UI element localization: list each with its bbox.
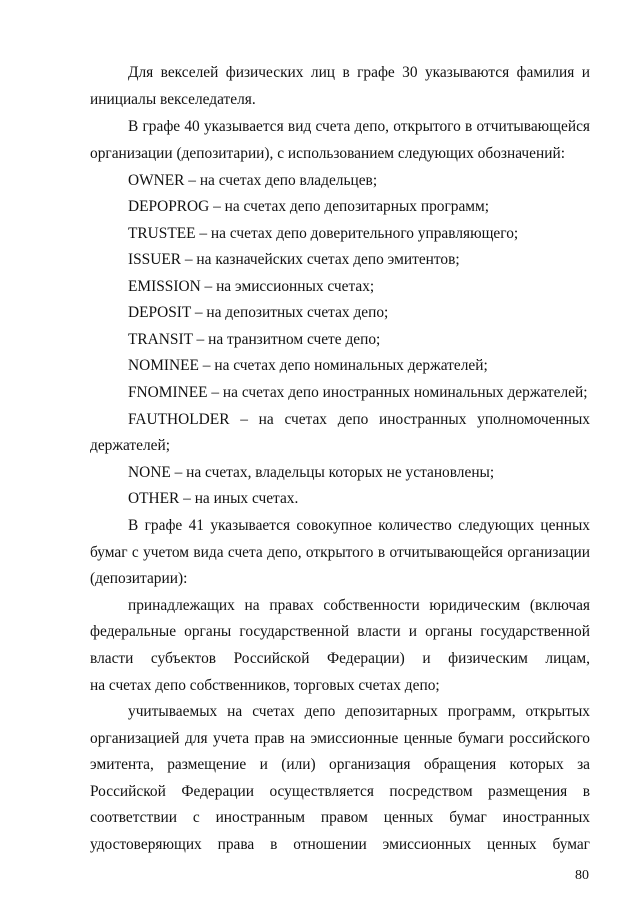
text-line: TRUSTEE – на счетах депо доверительного управляющего; <box>128 225 519 242</box>
text-line: OTHER – на иных счетах. <box>128 490 299 507</box>
text-line: на счетах депо собственников, торговых счетах депо; <box>90 677 440 694</box>
text-line: (депозитарии): <box>90 570 188 587</box>
text-line: NOMINEE – на счетах депо номинальных держателей; <box>128 357 488 374</box>
text-line: TRANSIT – на транзитном счете депо; <box>128 331 381 348</box>
text-line: федеральные органы государственной власти и органы государственной <box>90 623 590 640</box>
text-line: Российской Федерации осуществляется посредством размещения в <box>90 783 590 800</box>
text-line: OWNER – на счетах депо владельцев; <box>128 172 378 189</box>
text-line: DEPOPROG – на счетах депо депозитарных программ; <box>128 198 490 215</box>
page-number: 80 <box>575 868 589 883</box>
text-line: эмитента, размещение и (или) организация обращения которых за <box>90 756 590 773</box>
text-line: организацией для учета прав на эмиссионные ценные бумаги российского <box>90 730 590 747</box>
text-line: учитываемых на счетах депо депозитарных программ, открытых <box>128 703 590 720</box>
text-line: Для векселей физических лиц в графе 30 указываются фамилия и <box>128 64 590 81</box>
text-line: удостоверяющих права в отношении эмиссионных ценных бумаг <box>90 836 590 853</box>
text-line: власти субъектов Российской Федерации) и физическим лицам, <box>90 650 590 667</box>
text-line: принадлежащих на правах собственности юридическим (включая <box>128 597 590 614</box>
text-line: соответствии с иностранным правом ценных бумаг иностранных <box>90 809 590 826</box>
text-line: инициалы векселедателя. <box>90 91 256 108</box>
text-line: бумаг с учетом вида счета депо, открытого в отчитывающейся организации <box>90 544 590 561</box>
text-line: держателей; <box>90 437 171 454</box>
text-line: DEPOSIT – на депозитных счетах депо; <box>128 304 389 321</box>
text-line: FNOMINEE – на счетах депо иностранных номинальных держателей; <box>128 384 588 401</box>
text-line: EMISSION – на эмиссионных счетах; <box>128 278 375 295</box>
text-line: NONE – на счетах, владельцы которых не установлены; <box>128 464 495 481</box>
text-line: В графе 40 указывается вид счета депо, открытого в отчитывающейся <box>128 118 590 135</box>
text-line: В графе 41 указывается совокупное количество следующих ценных <box>128 517 590 534</box>
text-line: ISSUER – на казначейских счетах депо эмитентов; <box>128 251 460 268</box>
text-line: FAUTHOLDER – на счетах депо иностранных уполномоченных <box>128 411 590 428</box>
text-line: организации (депозитарии), с использованием следующих обозначений: <box>90 145 565 162</box>
